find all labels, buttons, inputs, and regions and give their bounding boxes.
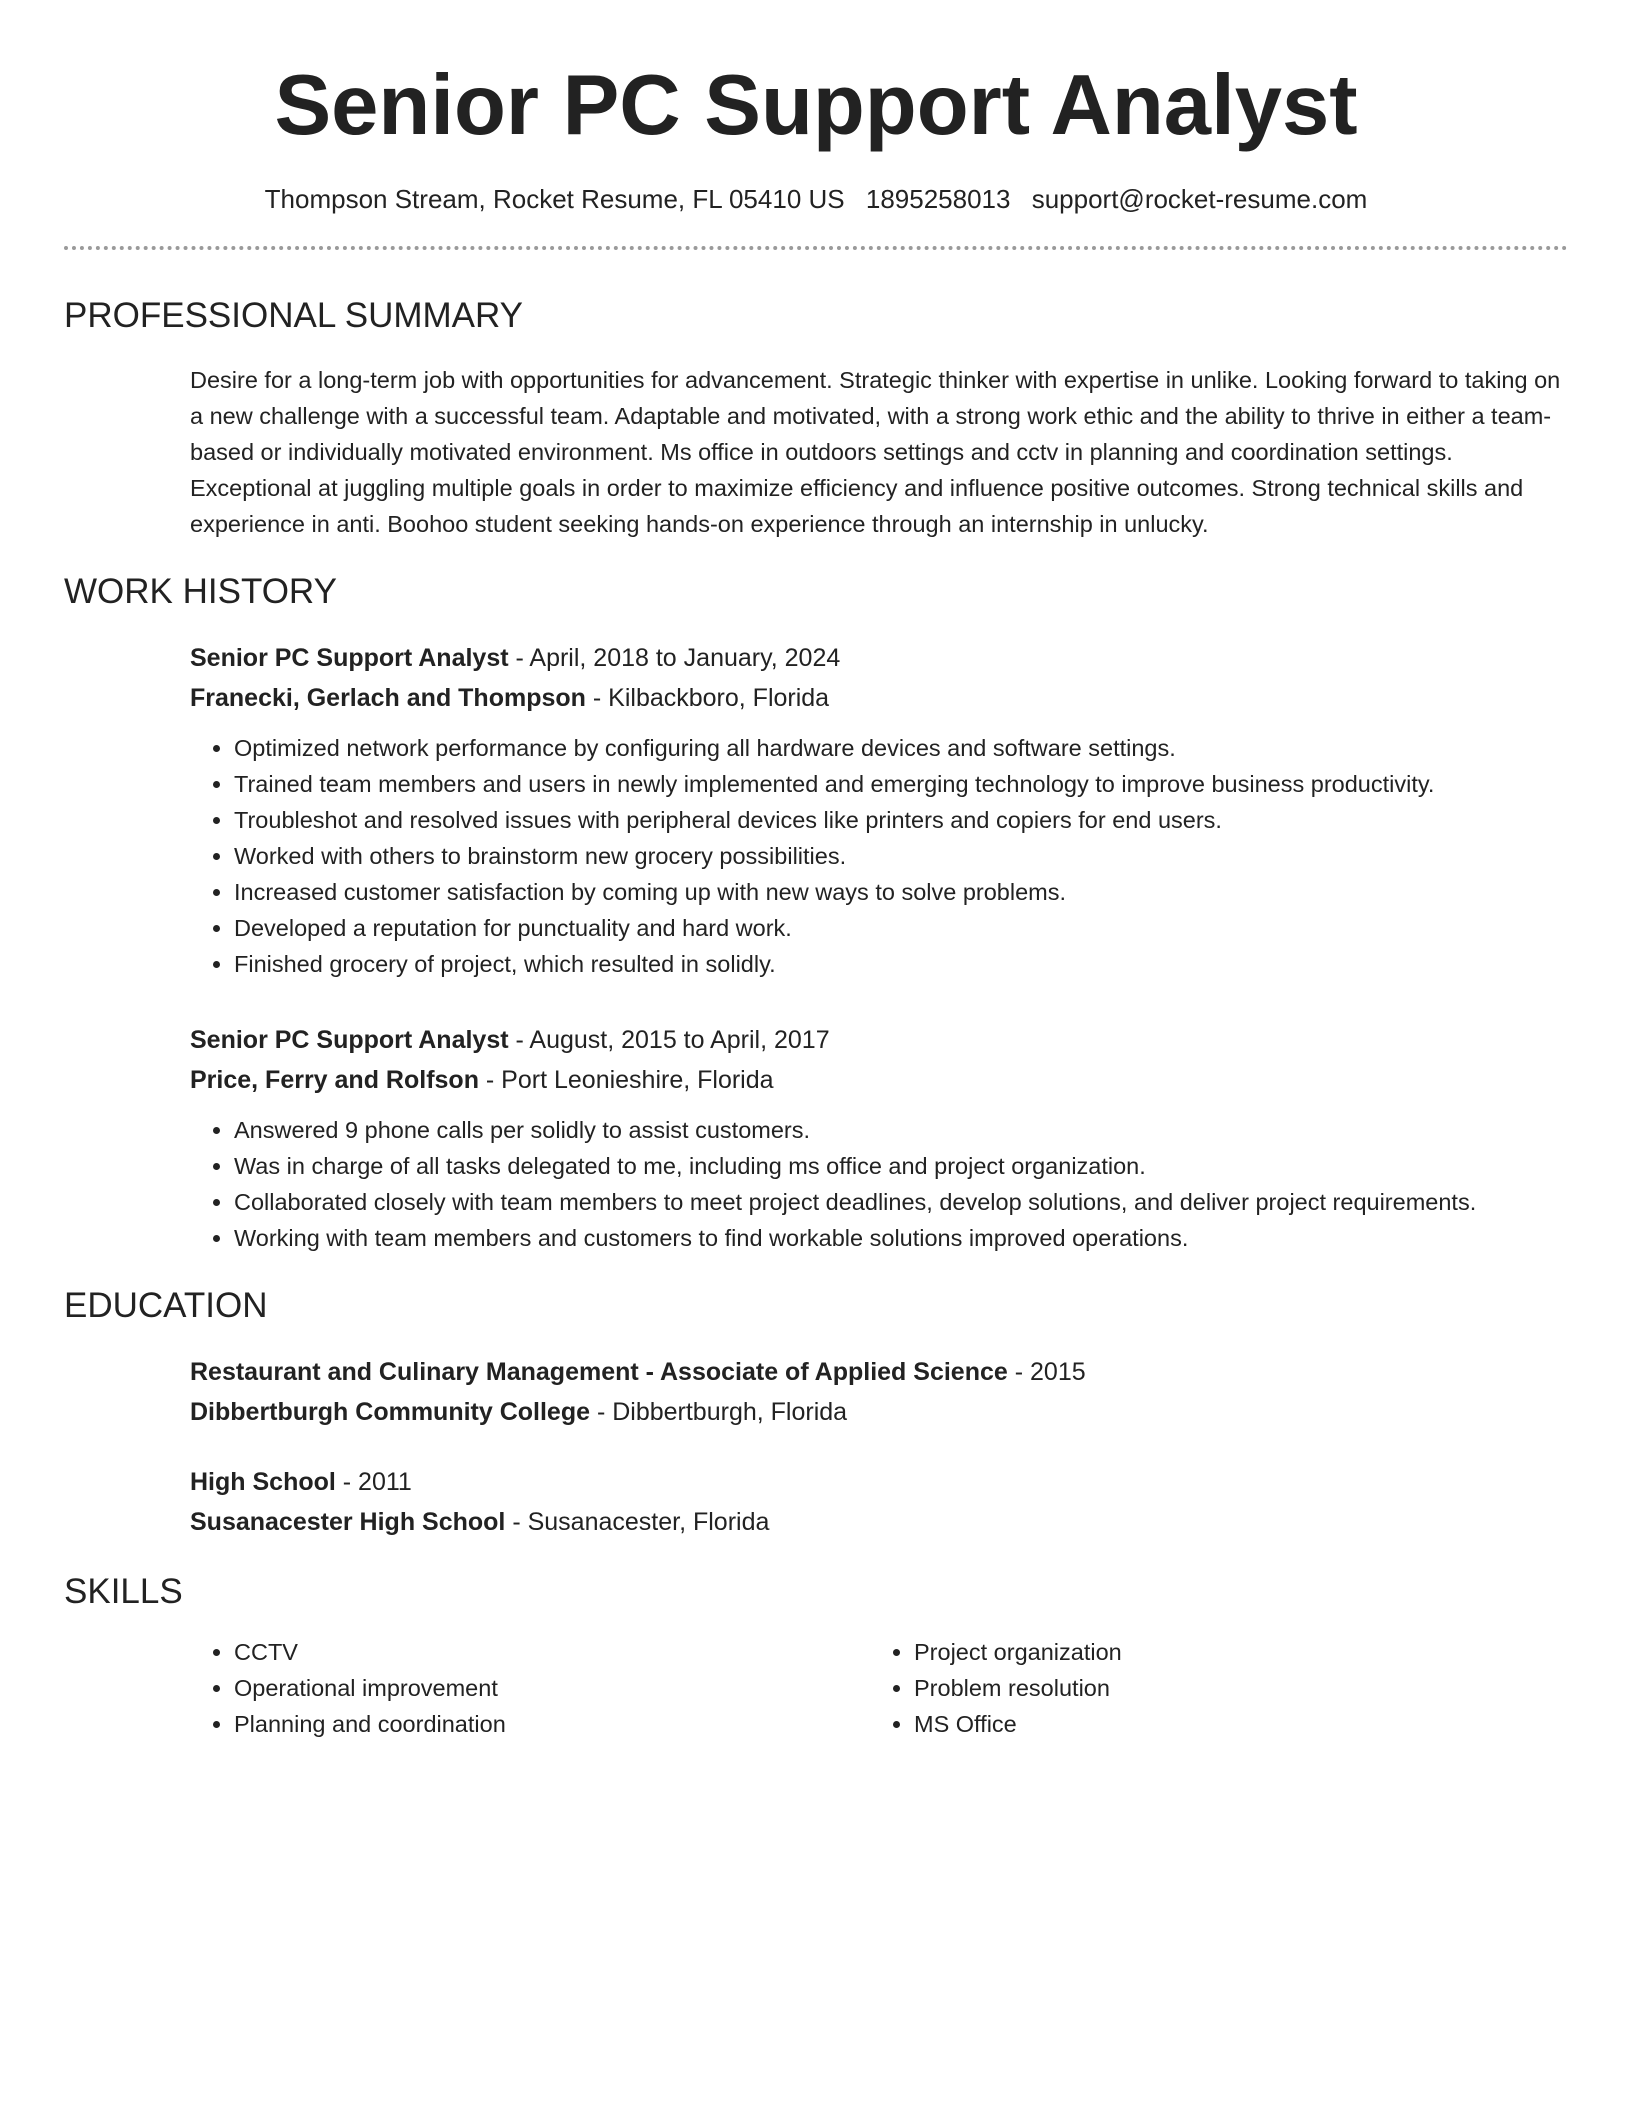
education-year: - 2011 xyxy=(335,1468,412,1496)
education-degree: High School xyxy=(190,1468,336,1496)
skill-item: • CCTV xyxy=(234,1634,870,1670)
job-title-line xyxy=(190,638,1568,678)
summary-text: Desire for a long-term job with opportunities for advancement. Strategic thinker with expertise in unlike. Looking forward to taking on a new challenge with a successful team. Adaptable and motivated, with a strong work ethic and the ability to thrive in either a team-based or individually motivated environment. Ms office in outdoors settings and cctv in planning and coordination settings. Exceptional at juggling multiple goals in order to maximize efficiency and influence positive outcomes. Strong technical skills and experience in anti. Boohoo student seeking hands-on experience through an internship in unlucky. xyxy=(190,367,1561,537)
skill-item: • Planning and coordination xyxy=(234,1706,870,1742)
job-bullet: • Developed a reputation for punctuality and hard work. xyxy=(234,910,1568,946)
education-location: - Dibbertburgh, Florida xyxy=(590,1398,848,1426)
job-company: Price, Ferry and Rolfson xyxy=(190,1066,479,1094)
contact-address: Thompson Stream, Rocket Resume, FL 05410 US xyxy=(264,184,845,214)
job-bullet: • Answered 9 phone calls per solidly to assist customers. xyxy=(234,1112,1568,1148)
resume-name: Senior PC Support Analyst xyxy=(274,58,1358,153)
skills-grid xyxy=(190,1634,1568,1742)
skills-column-right xyxy=(870,1634,1550,1742)
job-bullets xyxy=(190,1112,1568,1256)
contact-line xyxy=(64,182,1568,216)
education-degree: Restaurant and Culinary Management - Associate of Applied Science xyxy=(190,1358,1008,1386)
job-dates: - April, 2018 to January, 2024 xyxy=(508,644,841,672)
contact-phone: 1895258013 xyxy=(865,184,1011,214)
education-degree-line xyxy=(190,1462,1568,1502)
job-title-line xyxy=(190,1020,1568,1060)
job-entry xyxy=(190,638,1568,982)
job-company: Franecki, Gerlach and Thompson xyxy=(190,684,586,712)
job-bullet: • Optimized network performance by configuring all hardware devices and software settings. xyxy=(234,730,1568,766)
header-divider xyxy=(64,246,1568,250)
job-bullet: • Worked with others to brainstorm new grocery possibilities. xyxy=(234,838,1568,874)
education-degree-line xyxy=(190,1352,1568,1392)
section-title-work: WORK HISTORY xyxy=(64,572,337,611)
education-school-line xyxy=(190,1392,1568,1432)
section-title-summary: PROFESSIONAL SUMMARY xyxy=(64,296,523,335)
job-bullets xyxy=(190,730,1568,982)
section-title-education: EDUCATION xyxy=(64,1286,268,1325)
education-entry xyxy=(190,1462,1568,1542)
skill-item: • Operational improvement xyxy=(234,1670,870,1706)
education-school: Dibbertburgh Community College xyxy=(190,1398,590,1426)
job-location: - Kilbackboro, Florida xyxy=(585,684,830,712)
job-bullet: • Was in charge of all tasks delegated to me, including ms office and project organization. xyxy=(234,1148,1568,1184)
job-bullet: • Increased customer satisfaction by coming up with new ways to solve problems. xyxy=(234,874,1568,910)
education-entry xyxy=(190,1352,1568,1432)
education-school: Susanacester High School xyxy=(190,1508,506,1536)
job-bullet: • Working with team members and customers to find workable solutions improved operations. xyxy=(234,1220,1568,1256)
job-location: - Port Leonieshire, Florida xyxy=(478,1066,774,1094)
contact-email: support@rocket-resume.com xyxy=(1031,184,1368,214)
education-school-line xyxy=(190,1502,1568,1542)
job-bullet: • Finished grocery of project, which resulted in solidly. xyxy=(234,946,1568,982)
job-bullet: • Trained team members and users in newly implemented and emerging technology to improve business productivity. xyxy=(234,766,1568,802)
education-year: - 2015 xyxy=(1007,1358,1086,1386)
job-company-line xyxy=(190,678,1568,718)
job-company-line xyxy=(190,1060,1568,1100)
education-location: - Susanacester, Florida xyxy=(505,1508,770,1536)
job-bullet: • Troubleshot and resolved issues with peripheral devices like printers and copiers for end users. xyxy=(234,802,1568,838)
skill-item: • MS Office xyxy=(914,1706,1550,1742)
job-bullet: • Collaborated closely with team members to meet project deadlines, develop solutions, and deliver project requirements. xyxy=(234,1184,1568,1220)
job-role: Senior PC Support Analyst xyxy=(190,644,509,672)
job-role: Senior PC Support Analyst xyxy=(190,1026,509,1054)
skill-item: • Project organization xyxy=(914,1634,1550,1670)
skills-column-left xyxy=(190,1634,870,1742)
job-dates: - August, 2015 to April, 2017 xyxy=(508,1026,830,1054)
skill-item: • Problem resolution xyxy=(914,1670,1550,1706)
job-entry xyxy=(190,1020,1568,1256)
section-title-skills: SKILLS xyxy=(64,1572,183,1611)
